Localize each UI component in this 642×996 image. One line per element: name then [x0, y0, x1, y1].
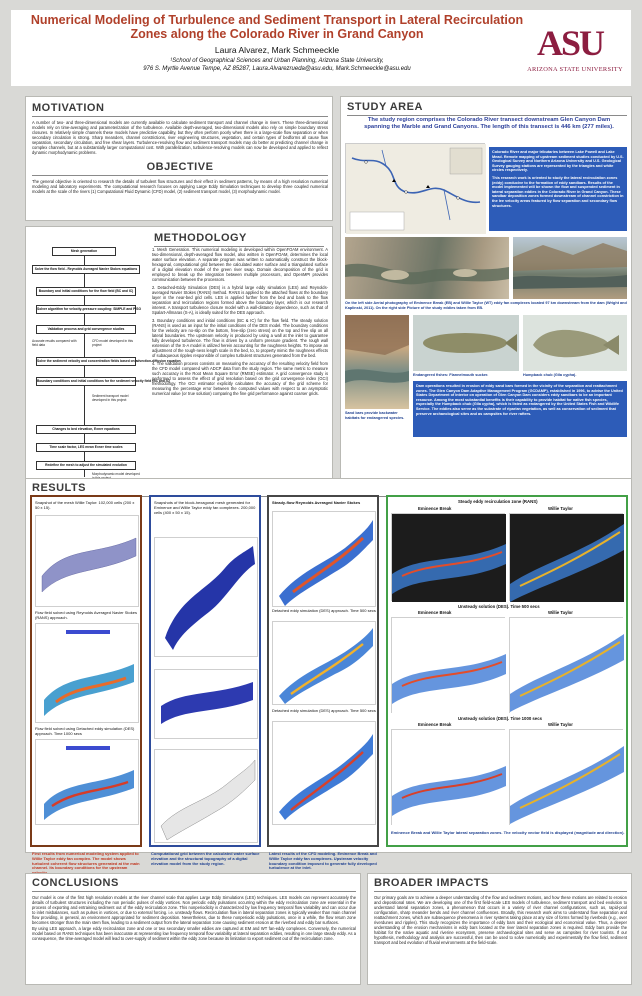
header	[11, 10, 631, 86]
asu-logo-mark: ASU	[537, 23, 604, 63]
conclusions-panel	[25, 873, 361, 985]
results-col-1	[30, 495, 142, 847]
broader-impacts-text: Our primary goals are to achieve a deeper understanding of the flow and sediment motions, and how these motions are related to erosion and depositional rates. We are developing one of the first field-scale LES models of turbulence, sediment transport and bed evolution to understand lateral separation zones, a phenomenon that occurs in a variety of river channel configurations, such as, rapid-pool configuration, sharp meander bends and river channel confluences. Broadly, this research work aims to understand flow separation and reattachment zones, which are subsequence phenomena in river systems taking place at any size of forms formed by riverbeds (e.g., over riverdunes and ripples). This study recognizes the importance of eddy bars and their ecological and economical value. Thus, a deeper understanding of the erosion mechanisms in eddy bars located at the river lateral separation zones is required. Eddy bars provide the habitat for the native aquatic and riverine ecosystem, preserve archaeological sites and serve as campsites for river tourists. If our hypothesis, methodology and analysis are successful, then can be used to solve numerically and experimentally the flow field, sediment transport and bed evolution of fluvial environments at the field-scale.	[374, 895, 627, 945]
flow-step-exner: Changes to bed elevation, Exner equations	[36, 425, 136, 434]
broader-impacts-panel	[367, 873, 632, 985]
col4-des500-eminence-graphic	[392, 618, 506, 714]
flow-step-bc-ic: Boundary and initial conditions for the flow field (BC and IC)	[36, 287, 136, 296]
col3-des500-graphic	[273, 622, 377, 706]
col4-head: Steady eddy recirculation zone (RANS)	[458, 499, 538, 504]
col1-rans-caption: Flow field solved using Reynolds Averaged Navier Stokes (RANS) approach.	[35, 610, 137, 620]
aerial-photo	[345, 237, 509, 299]
motivation-panel	[25, 96, 333, 221]
conclusions-title: CONCLUSIONS	[32, 877, 119, 889]
flow-step-sediment-bc: Boundary conditions and initial conditions for the sediment velocity field (BC and IC)	[36, 377, 136, 386]
study-area-map	[345, 143, 485, 233]
flow-step-mesh: Mesh generation	[52, 247, 116, 256]
col2-note: Computational grid between the calculated water surface elevation and the structural topography of a digital elevation model from the study region.	[151, 851, 260, 866]
col1-des-image	[35, 739, 139, 825]
col3-des500-image	[272, 621, 376, 705]
dam-operations-box	[413, 381, 627, 437]
col3-des500-caption: Detached eddy simulation (DES) approach. Time 500 secs	[272, 608, 376, 613]
humpback-chub-photo	[523, 315, 627, 371]
methodology-steps	[152, 247, 328, 396]
col2-mesh-graphic-3	[155, 750, 259, 844]
affiliation-line1: ¹School of Geographical Sciences and Urban Planning, Arizona State University,	[170, 58, 384, 64]
col4-des500-eminence	[391, 617, 505, 713]
col3-des1000-image	[272, 721, 376, 825]
col3-des1000-graphic	[273, 722, 377, 826]
col4-row-label-500: Unsteady solution (DES). Time 500 secs	[458, 604, 540, 609]
flow-step-solver: Solver algorithm for velocity-pressure coupling: SIMPLE and PISO	[36, 305, 136, 314]
motivation-text: A number of two- and three-dimensional models are currently available to calculate sediment transport and channel change in rivers. These three-dimensional models rely on time-averaging and parameterization of the turbulence. Available depth-averaged, two-dimensional models also rely on simple boundary stress closures. In relatively simple channels these models have predictive capability, but they often perform poorly when there is a large-scale flow separation or when secondary circulation is strong. Sharp meanders, channel constrictions, river engineering structures, vegetation, and certain types of bedforms all cause flow separation, secondary circulation, and free shear layers. Turbulence-resolving flow and sediment transport models may do better at predicting channel change in complex channels, but at a substantially larger computational cost. With parallelization, turbulence-resolving models can now be developed and applied to reflect dynamic morphodynamic problems.	[32, 120, 328, 155]
col1-rans-image	[35, 623, 139, 723]
sandbar-photo	[345, 315, 409, 409]
col2-mesh-image-3	[154, 749, 258, 843]
conclusions-text-1: Our model is one of the first high resolution models at the river channel scale that applies Large Eddy Simulations (LES) techniques. LES models can represent accurately the details of turbulent structures including the non periodic pulses of eddy vortices. Non periodic eddy pulsations occurring within the eddy recirculation zone are essential in the process of exporting and entraining sediment out of the eddy recirculation zone. This nonperiodicity is characterized by low frequency temporal flow variability and can occur due to inlet misbalances, such as pulses in vortices, or due to external forcing. i.e. unsteady flows. Recirculation flow in lateral separation zones is typically weaker than main channel flow providing, in general, an environment appropriated for sediment deposition. Nevertheless, due to these nonperiodic eddy pulsations, once in a while, the flow return zone becomes stronger than the main stem flow, leading to a sediment output from the lateral separation zone causing sediment erosion at the riverbed and eddy bar surfaces.	[32, 895, 356, 925]
col1-des-caption: Flow field solved using Detached eddy simulation (DES) approach. Time 1000 secs	[35, 726, 135, 736]
broader-impacts-title: BROADER IMPACTS	[374, 877, 489, 889]
method-step-1: 1. Mesh Generation. This numerical modeling is developed within OpenFOAM environment. A two-dimensional, depth-averaged flow model, also written in OpenFOAM, determines the local water surface elevation. A separate program was written to automatically construct the block-hexagonal, computational grid between the calculated water surface and a triangulated surface of a digital elevation model of the green river swap. Domain decomposition of the grid is employed to break up the integration between multiple processors, and OpenMPI provides communication between the processors.	[152, 247, 328, 282]
study-area-infobox	[489, 147, 627, 231]
col1-rans-graphic	[36, 624, 140, 724]
col4-rans-eminence-graphic	[392, 514, 506, 602]
eddy-photo-graphic	[513, 237, 627, 299]
col4-willie-1: Willie Taylor	[548, 506, 573, 511]
col4-row-label-1000: Unsteady solution (DES). Time 1000 secs	[458, 716, 542, 721]
col1-note: First results from numerical modeling system applied to Willie Taylor eddy fan complex. The model shows turbulent coherent flow structures generated at the main channel. Its boundary conditions for the upstream	[32, 851, 140, 871]
col4-rans-eminence	[391, 513, 505, 601]
col4-footer: Eminence Break and Willie Taylor lateral separation zones. The velocity vector field is displayed (magnitude and direction).	[391, 830, 625, 835]
affiliation-line2: 976 S. Myrtle Avenue Tempe, AZ 85287, Laura.Alvarezrueda@asu.edu, Mark.Schmeeckle@asu.edu	[143, 65, 411, 72]
objective-text: The general objective is oriented to research the details of turbulent flow structures and their effect in sediment patterns, by means of a high resolution numerical modeling and laboratory experiments. The computational research focuses on applying Large Eddy Simulation techniques to develop three coupled numerical models at the scale of the rivers (1) Computational Fluid Dynamic (CFD) model, (2) sediment transport model, (3) morphodynamic model.	[32, 179, 328, 194]
asu-logo	[527, 22, 623, 80]
col4-des1000-willie	[509, 729, 623, 825]
col2-mesh-image-1	[154, 537, 258, 657]
motivation-rule	[32, 116, 328, 117]
flannelmouth-graphic	[413, 315, 519, 371]
photo-caption: On the left side Aerial photography of Eminence Break (EB) and Willie Taylor (WT) eddy fan complexes located 97 km downstream from the dam (Wright and Kaplinski, 2011). On the right side Picture of the study eddies taken from EB.	[345, 301, 627, 310]
flannelmouth-photo	[413, 315, 519, 371]
col3-rans-graphic	[273, 512, 377, 608]
col1-mesh-image	[35, 515, 139, 607]
flow-step-rans: Solve the flow field - Reynolds Averaged Navier Stokes equations	[32, 265, 140, 274]
affiliation	[27, 58, 527, 73]
authors: Laura Alvarez, Mark Schmeeckle	[214, 45, 340, 55]
river-map-graphic	[346, 144, 486, 234]
col1-mesh-caption: Snapshot of the mesh Willie Taylor: 102,000 cells (200 x 50 x 15).	[35, 500, 135, 510]
broader-impacts-rule	[374, 891, 627, 892]
col4-des500-willie-graphic	[510, 618, 624, 714]
objective-rule	[32, 175, 328, 176]
col4-eminence-2: Eminence Break	[418, 610, 452, 615]
methodology-flowchart	[30, 245, 181, 481]
eddy-photo	[513, 237, 627, 299]
methodology-title: METHODOLOGY	[154, 232, 247, 244]
study-area-rule	[347, 115, 627, 116]
col2-mesh-caption: Snapshots of the block-hexagonal mesh generated for Eminence and Willie Taylor eddy fan complexes. 200,000 cells (400 x 50 x 15).	[154, 500, 256, 515]
method-step-3: 3. Boundary conditions and initial conditions (BC & IC) for the flow field. The steady solution (RANS) is used as an input for the initial conditions of the DES model. The boundary conditions for the velocity are no-slip on the bottom, free-slip (zero stress) on the top and free slip on all lateral boundaries. The upstream velocity is produced by using a wall at the inlet to guarantee fully developed turbulence. The flow is driven by a uniform pressure gradient. The rough wall extension of the S-A model is utilized herein accounting for the roughness heights. To impose an adjustment of the rough-ness length scale in the bed, to, to property mimic the roughness effects of subaqueous ripples responsible of complex turbulent structures generated from the bed.	[152, 318, 328, 358]
flow-note-accurate: Accurate results compared with field data	[32, 339, 77, 347]
method-step-2: 2. Detached-Eddy Simulation (DES) is a hybrid large eddy simulation (LES) and Reynolds-averaged Navier Stokes (RANS) method. RANS is applied to the attached flows at the boundary layer in the near-bed grid cells. LES is applied further from the bed and bank to the flow separation and recirculation regions formed above the boundary layer, which is our research interest. A transport turbulence closure model with a wall-distance dependence, such as that of Spalart-Allmaras (S-A), is ideally suited for the DES approach.	[152, 285, 328, 315]
flannelmouth-caption: Endangered fishes: Flannelmouth sucker.	[413, 373, 489, 377]
method-step-4: 4. The validation process consists on measuring the accuracy of the resulting velocity field from the CFD model compared with ADCP data from the study region. The same metric to measure such accuracy is the Root Mean Square Error (RMSE) estimator. A grid convergence study is performed to assess the effect of grid resolution based on the grid convergence index (GCI) methodology. The GCI estimator explicitly calculates the accuracy of the grid scheme for measuring the percentage error between the computed values with respect to an asymptotic numerical value (or true solution) comparing the fine grid performance against coarser grids.	[152, 361, 328, 396]
flow-step-validation: Validation process and grid convergence studies	[36, 325, 136, 334]
col3-rans-image	[272, 511, 376, 607]
humpback-chub-graphic	[523, 315, 627, 371]
motivation-title: MOTIVATION	[32, 102, 105, 114]
study-area-infobox-text2: This research work is oriented to study the lateral recirculation zones (eddy) conducive to the formation of eddy sandbars. Results of the model implemented will be shown the flow and suspended sediment in lateral separation eddies in the Colorado River in Grand Canyon. These sandbar deposition zones formed downstream of channel constriction in the lee velocity areas featured by flow separation and secondary flow structures.	[492, 175, 624, 208]
col1-des-graphic	[36, 740, 140, 826]
col1-mesh-graphic	[36, 516, 140, 608]
col2-mesh-graphic-2	[155, 670, 259, 740]
col4-rans-willie	[509, 513, 623, 601]
sandbar-photo-graphic	[345, 315, 409, 409]
study-area-title: STUDY AREA	[347, 101, 423, 113]
chub-caption: Humpback chub (Gila cypha).	[523, 373, 577, 377]
col4-des1000-eminence	[391, 729, 505, 825]
flow-note-sediment: Sediment transport model developed in this project	[92, 394, 129, 402]
col4-eminence-3: Eminence Break	[418, 722, 452, 727]
objective-title: OBJECTIVE	[146, 161, 214, 173]
col3-note: Latest results of the CFD modeling. Eminence Break and Willie Taylor eddy fan complexes. Upstream velocity boundary condition imposed to generate fully developed turbulence at the inlet.	[269, 851, 377, 871]
asu-logo-text: ARIZONA STATE UNIVERSITY	[527, 66, 623, 73]
flow-step-redefine: Redefine the mesh to adjust the simulated evolution	[36, 461, 136, 470]
aerial-photo-graphic	[345, 237, 509, 299]
study-area-panel	[340, 96, 632, 484]
conclusions-text-2: By using LES approach, a large eddy recirculation zone and one or two secondary smaller eddies are captured at EM and WT fan-eddy complexes. Conversely, the numerical model based on RANS techniques has been inaccurate at representing low frequency temporal flow variability at lateral separation eddies, resulting in one large steady eddy. As a consequence, the time-averaged model will lead to over-supply of sediment within the eddy zone because its limitation to export sediment out of the recirculation zone.	[32, 926, 356, 941]
flow-step-timescale: Time scale factor, LES mean Exner time scales	[36, 443, 136, 452]
flow-step-sediment: Solve the sediment velocity and concentration fields based on advection-diffusion equation	[36, 357, 136, 366]
col2-mesh-graphic-1	[155, 538, 259, 658]
study-area-lead: The study region comprises the Colorado River transect downstream Glen Canyon Dam spanning the Marble and Grand Canyons. The length of this transect is 446 km (277 miles).	[364, 117, 614, 130]
results-col-2	[149, 495, 261, 847]
methodology-panel	[25, 226, 333, 484]
flow-note-cfd: CFD model developed in this project	[92, 339, 133, 347]
col4-des500-willie	[509, 617, 623, 713]
sandbar-caption: Sand bars provide backwater habitats for endangered species.	[345, 411, 405, 420]
results-title: RESULTS	[32, 482, 87, 494]
col4-des1000-willie-graphic	[510, 730, 624, 826]
col4-willie-2: Willie Taylor	[548, 610, 573, 615]
col4-willie-3: Willie Taylor	[548, 722, 573, 727]
dam-operations-text: Dam operations resulted in erosion of eddy sand bars formed in the vicinity of the separation and reattachment zones. The Glen Canyon Dam Adaptive Management Program (GCDAMP), established in 1996, to advise the United States Department of Interior on operation of Glen Canyon Dam considers eddy sandbars to be an important resource. Among the most substantial benefits is their capability to provide habitat for native fish species, especially the Humpback chub (Gila cypha), which is listed as endangered by the United States Fish and Wildlife Service. The eddies also serve as the substrate of riparian vegetation, as well as conservation of sediment that preserve archaeological sites and as campsites for river rafters.	[416, 384, 623, 416]
flow-note-morpho: Morphodynamic model developed	[92, 472, 140, 476]
results-col-4	[386, 495, 628, 847]
col4-rans-willie-graphic	[510, 514, 624, 602]
conclusions-rule	[32, 891, 356, 892]
col3-des1000-caption: Detached eddy simulation (DES) approach. Time 500 secs	[272, 708, 376, 713]
results-col-3	[267, 495, 379, 847]
poster-title: Numerical Modeling of Turbulence and Sediment Transport in Lateral Recirculation Zones along the Colorado River in Grand Canyon	[30, 13, 524, 41]
col2-mesh-image-2	[154, 669, 258, 739]
col4-eminence-1: Eminence Break	[418, 506, 452, 511]
col4-des1000-eminence-graphic	[392, 730, 506, 826]
col3-head: Steady-flow Reynolds Averaged Navier Stokes	[272, 500, 361, 505]
study-area-infobox-text1: Colorado River and major tributaries between Lake Powell and Lake Mead. Remote mapping of upstream sediment studies conducted by U.S. Geological Survey and Northern Arizona University and U.S. Geological Survey gauging stations are represented by the triangles and white circles respectively.	[492, 150, 624, 173]
